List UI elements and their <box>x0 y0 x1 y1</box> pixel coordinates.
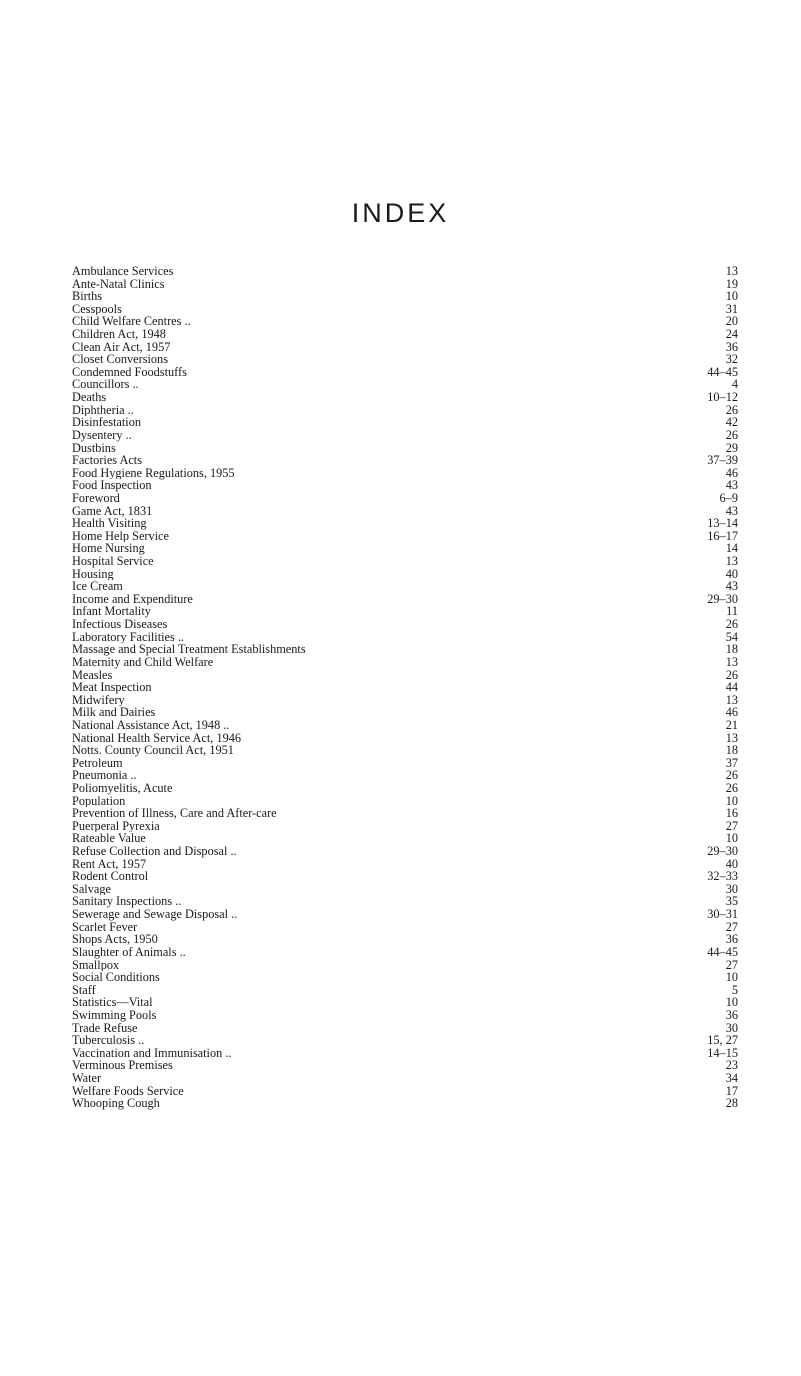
index-page-ref: 30 <box>725 1020 738 1035</box>
index-page-ref: 37 <box>725 755 738 770</box>
index-entry <box>72 656 738 669</box>
index-page-ref: 27 <box>725 957 738 972</box>
index-topic: Puerperal Pyrexia <box>72 820 166 833</box>
index-page-ref: 13 <box>725 692 738 707</box>
index-page-ref: 26 <box>725 427 738 442</box>
index-page-ref: 44–45 <box>707 364 738 379</box>
index-topic: Population <box>72 795 131 808</box>
index-topic: Staff <box>72 984 102 997</box>
index-entry <box>72 492 738 505</box>
index-topic: Disinfestation <box>72 416 147 429</box>
index-entry <box>72 479 738 492</box>
index-entry <box>72 870 738 883</box>
index-topic: Social Conditions <box>72 971 166 984</box>
index-topic: Massage and Special Treatment Establishments <box>72 643 312 656</box>
index-topic: Condemned Foodstuffs <box>72 366 193 379</box>
index-entry <box>72 505 738 518</box>
index-page-ref: 26 <box>725 402 738 417</box>
index-entry <box>72 807 738 820</box>
index-entry <box>72 1072 738 1085</box>
index-entry <box>72 984 738 997</box>
index-page-ref: 17 <box>725 1083 738 1098</box>
index-page-ref: 13 <box>725 264 738 278</box>
index-page-ref: 26 <box>725 780 738 795</box>
index-topic: Statistics—Vital <box>72 996 159 1009</box>
index-topic: Ante-Natal Clinics <box>72 278 171 291</box>
index-page-ref: 37–39 <box>707 453 738 468</box>
index-entry <box>72 517 738 530</box>
index-page-ref: 13 <box>725 554 738 569</box>
index-topic: Clean Air Act, 1957 <box>72 341 176 354</box>
index-topic: Births <box>72 290 108 303</box>
index-page-ref: 43 <box>725 503 738 518</box>
index-entry <box>72 378 738 391</box>
index-entry <box>72 996 738 1009</box>
index-entry <box>72 442 738 455</box>
index-topic: Rateable Value <box>72 832 152 845</box>
index-topic: Whooping Cough <box>72 1097 166 1110</box>
index-page-ref: 10–12 <box>707 390 738 405</box>
index-page-ref: 19 <box>725 276 738 291</box>
index-page-ref: 14–15 <box>707 1045 738 1060</box>
index-page-ref: 15, 27 <box>707 1033 738 1048</box>
index-entry <box>72 1034 738 1047</box>
index-entry <box>72 315 738 328</box>
index-topic: Vaccination and Immunisation .. <box>72 1047 237 1060</box>
index-entry <box>72 580 738 593</box>
index-page-ref: 21 <box>725 717 738 732</box>
index-page-ref: 54 <box>725 629 738 644</box>
index-page-ref: 26 <box>725 667 738 682</box>
index-entry <box>72 391 738 404</box>
index-topic: Laboratory Facilities .. <box>72 631 190 644</box>
index-page-ref: 6–9 <box>719 490 738 505</box>
index-topic: Income and Expenditure <box>72 593 199 606</box>
index-page-ref: 10 <box>725 995 738 1010</box>
index-topic: Diphtheria .. <box>72 404 140 417</box>
index-entry <box>72 845 738 858</box>
index-page-ref: 16–17 <box>707 528 738 543</box>
index-topic: Scarlet Fever <box>72 921 143 934</box>
index-entry <box>72 555 738 568</box>
index-page-ref: 10 <box>725 831 738 846</box>
index-entry <box>72 530 738 543</box>
index-page-ref: 18 <box>725 642 738 657</box>
index-topic: Measles <box>72 669 118 682</box>
index-page-ref: 34 <box>725 1071 738 1085</box>
index-topic: Closet Conversions <box>72 353 174 366</box>
index-topic: Tuberculosis .. <box>72 1034 150 1047</box>
index-entry <box>72 782 738 795</box>
index-page-ref: 42 <box>725 415 738 430</box>
index-topic: Maternity and Child Welfare <box>72 656 219 669</box>
index-entry <box>72 1009 738 1022</box>
index-entry <box>72 593 738 606</box>
index-topic: Hospital Service <box>72 555 160 568</box>
index-entry <box>72 341 738 354</box>
index-topic: Infant Mortality <box>72 605 157 618</box>
index-page-ref: 28 <box>725 1096 738 1111</box>
index-topic: Foreword <box>72 492 126 505</box>
index-page-ref: 27 <box>725 919 738 934</box>
index-topic: Midwifery <box>72 694 131 707</box>
index-entry <box>72 416 738 429</box>
index-page-ref: 43 <box>725 478 738 493</box>
index-topic: Ambulance Services <box>72 265 179 278</box>
index-entry <box>72 605 738 618</box>
index-topic: Pneumonia .. <box>72 769 143 782</box>
index-entry <box>72 946 738 959</box>
index-topic: Welfare Foods Service <box>72 1085 190 1098</box>
index-page-ref: 35 <box>725 894 738 909</box>
index-page-ref: 10 <box>725 970 738 985</box>
index-page-ref: 30–31 <box>707 907 738 922</box>
index-entry <box>72 959 738 972</box>
index-page-ref: 10 <box>725 289 738 304</box>
index-page-ref: 13 <box>725 654 738 669</box>
index-entry <box>72 429 738 442</box>
index-entry <box>72 618 738 631</box>
index-topic: Smallpox <box>72 959 125 972</box>
index-entry <box>72 568 738 581</box>
index-page-ref: 30 <box>725 881 738 896</box>
index-topic: Refuse Collection and Disposal .. <box>72 845 243 858</box>
index-page-ref: 36 <box>725 1007 738 1022</box>
index-topic: Verminous Premises <box>72 1059 179 1072</box>
index-page-ref: 44 <box>725 680 738 695</box>
index-page-ref: 11 <box>726 604 738 619</box>
index-entry <box>72 757 738 770</box>
index-topic: Notts. County Council Act, 1951 <box>72 744 240 757</box>
index-page-ref: 43 <box>725 579 738 594</box>
index-page-ref: 27 <box>725 818 738 833</box>
index-topic: Game Act, 1831 <box>72 505 158 518</box>
index-topic: Infectious Diseases <box>72 618 173 631</box>
index-list <box>72 265 738 1110</box>
index-topic: Slaughter of Animals .. <box>72 946 192 959</box>
index-page-ref: 44–45 <box>707 944 738 959</box>
index-page-ref: 10 <box>725 793 738 808</box>
index-topic: Poliomyelitis, Acute <box>72 782 178 795</box>
index-page-ref: 5 <box>731 982 738 997</box>
index-topic: Meat Inspection <box>72 681 158 694</box>
index-entry <box>72 681 738 694</box>
index-topic: Health Visiting <box>72 517 153 530</box>
index-page-ref: 29–30 <box>707 591 738 606</box>
index-topic: Factories Acts <box>72 454 148 467</box>
index-entry <box>72 933 738 946</box>
index-topic: Child Welfare Centres .. <box>72 315 197 328</box>
index-entry <box>72 694 738 707</box>
index-entry <box>72 744 738 757</box>
index-topic: Children Act, 1948 <box>72 328 172 341</box>
index-topic: Ice Cream <box>72 580 129 593</box>
index-entry <box>72 366 738 379</box>
index-topic: Petroleum <box>72 757 129 770</box>
index-topic: Food Hygiene Regulations, 1955 <box>72 467 241 480</box>
index-page-ref: 32–33 <box>707 869 738 884</box>
index-entry <box>72 643 738 656</box>
index-page-ref: 16 <box>725 806 738 821</box>
index-entry <box>72 971 738 984</box>
index-page-ref: 23 <box>725 1058 738 1073</box>
index-entry <box>72 290 738 303</box>
index-entry <box>72 1097 738 1110</box>
index-page-ref: 31 <box>725 301 738 316</box>
index-page-ref: 40 <box>725 566 738 581</box>
index-topic: Shops Acts, 1950 <box>72 933 164 946</box>
index-page-ref: 40 <box>725 856 738 871</box>
index-page-ref: 4 <box>731 377 738 392</box>
index-topic: Food Inspection <box>72 479 158 492</box>
index-entry <box>72 328 738 341</box>
index-page-ref: 24 <box>725 327 738 342</box>
index-entry <box>72 669 738 682</box>
index-page-ref: 46 <box>725 705 738 720</box>
index-topic: Prevention of Illness, Care and After-care <box>72 807 283 820</box>
index-topic: National Health Service Act, 1946 <box>72 732 247 745</box>
index-topic: Milk and Dairies <box>72 706 161 719</box>
index-topic: Housing <box>72 568 120 581</box>
index-page-ref: 32 <box>725 352 738 367</box>
index-page-ref: 36 <box>725 339 738 354</box>
index-entry <box>72 404 738 417</box>
index-topic: Dysentery .. <box>72 429 138 442</box>
index-entry <box>72 719 738 732</box>
index-page-ref: 29–30 <box>707 844 738 859</box>
index-topic: Councillors .. <box>72 378 145 391</box>
index-topic: Salvage <box>72 883 117 896</box>
index-topic: Cesspools <box>72 303 128 316</box>
index-entry <box>72 1022 738 1035</box>
index-topic: Sewerage and Sewage Disposal .. <box>72 908 243 921</box>
index-topic: Rodent Control <box>72 870 154 883</box>
index-topic: Water <box>72 1072 107 1085</box>
index-topic: Home Help Service <box>72 530 175 543</box>
page-title: INDEX <box>351 198 450 228</box>
index-entry <box>72 467 738 480</box>
index-page-ref: 13 <box>725 730 738 745</box>
index-entry <box>72 1085 738 1098</box>
index-topic: Trade Refuse <box>72 1022 143 1035</box>
index-topic: Dustbins <box>72 442 122 455</box>
index-entry <box>72 265 738 278</box>
index-entry <box>72 820 738 833</box>
index-entry <box>72 542 738 555</box>
index-topic: Deaths <box>72 391 112 404</box>
index-page-ref: 14 <box>725 541 738 556</box>
index-topic: Home Nursing <box>72 542 151 555</box>
index-entry <box>72 454 738 467</box>
index-page-ref: 26 <box>725 768 738 783</box>
index-topic: National Assistance Act, 1948 .. <box>72 719 235 732</box>
index-topic: Rent Act, 1957 <box>72 858 152 871</box>
index-page-ref: 18 <box>725 743 738 758</box>
index-topic: Sanitary Inspections .. <box>72 895 187 908</box>
index-page-ref: 26 <box>725 617 738 632</box>
index-page-ref: 29 <box>725 440 738 455</box>
index-entry <box>72 921 738 934</box>
index-entry <box>72 858 738 871</box>
index-entry <box>72 908 738 921</box>
index-entry <box>72 1059 738 1072</box>
index-page-ref: 36 <box>725 932 738 947</box>
index-entry <box>72 353 738 366</box>
index-topic: Swimming Pools <box>72 1009 162 1022</box>
index-page-ref: 46 <box>725 465 738 480</box>
index-page-ref: 13–14 <box>707 516 738 531</box>
index-entry <box>72 278 738 291</box>
index-page-ref: 20 <box>725 314 738 329</box>
